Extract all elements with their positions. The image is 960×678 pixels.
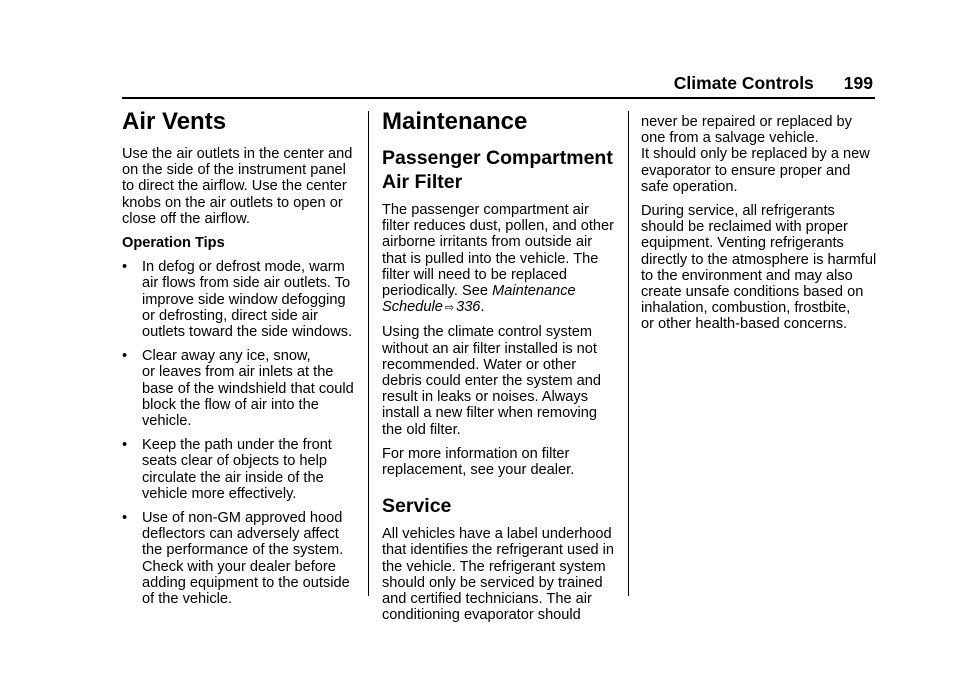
- operation-tips-list: [122, 259, 357, 607]
- air-filter-heading: Passenger Compartment Air Filter: [382, 147, 613, 193]
- bullet-icon: •: [122, 437, 128, 454]
- bullet-icon: •: [122, 510, 128, 527]
- air-vents-intro: Use the air outlets in the center and on the side of the instrument panel to direct the airflow. Use the center knobs on the air outlets to open or close off the airflow.: [122, 146, 353, 227]
- page-reference-icon: ⇨: [444, 302, 455, 315]
- air-vents-heading: Air Vents: [122, 108, 227, 135]
- column-divider-2: [628, 111, 629, 596]
- column-divider-1: [368, 111, 369, 596]
- column-2: [382, 108, 618, 631]
- tip-text: In defog or defrost mode, warm air flows from side air outlets. To improve side window defogging or defrosting, direct side air outlets toward the side windows.: [142, 259, 353, 341]
- tip-text: Use of non-GM approved hood deflectors can adversely affect the performance of the system. Check with your dealer before adding equipment to the outside of the vehicle.: [142, 510, 350, 608]
- service-paragraph-continued: never be repaired or replaced by one from a salvage vehicle. It should only be replaced by a new evaporator to ensure proper and safe operation.: [641, 114, 870, 195]
- maintenance-heading: Maintenance: [382, 108, 528, 135]
- air-filter-paragraph-3: For more information on filter replacement, see your dealer.: [382, 445, 575, 479]
- bullet-icon: •: [122, 348, 128, 365]
- page-header: [0, 72, 873, 94]
- refrigerant-paragraph: During service, all refrigerants should be reclaimed with proper equipment. Venting refrigerants directly to the atmosphere is harmful to the environment and may also create unsafe conditions based on inhalation, combustion, frostbite, or other health-based concerns.: [641, 203, 877, 333]
- column-1: [122, 108, 357, 615]
- service-heading: Service: [382, 495, 452, 518]
- air-filter-text: The passenger compartment air filter reduces dust, pollen, and other airborne irritants from outside air that is pulled into the vehicle. The filter will need to be replaced periodically. See: [382, 202, 615, 300]
- list-item: [122, 259, 357, 340]
- operation-tips-heading: Operation Tips: [122, 235, 225, 252]
- air-filter-paragraph-2: Using the climate control system without an air filter installed is not recommended. Water or other debris could enter the system and result in leaks or noises. Always install a new filter when removing the old filter.: [382, 324, 602, 438]
- service-paragraph-1: All vehicles have a label underhood that identifies the refrigerant used in the vehicle. The refrigerant system should only be serviced by trained and certified technicians. The air conditioning evaporator should: [382, 526, 615, 624]
- maintenance-schedule-link[interactable]: Maintenance Schedule: [382, 283, 576, 316]
- list-item: [122, 510, 357, 607]
- section-title: Climate Controls: [673, 73, 814, 93]
- air-filter-paragraph-1: [382, 202, 618, 316]
- list-item: [122, 437, 357, 502]
- page-number: 199: [843, 73, 873, 93]
- column-3: [641, 114, 877, 341]
- sentence-end: .: [480, 299, 485, 316]
- tip-text: Clear away any ice, snow, or leaves from air inlets at the base of the windshield that could block the flow of air into the vehicle.: [142, 348, 354, 430]
- page-reference-number[interactable]: 336: [456, 299, 481, 316]
- header-rule: [122, 97, 875, 99]
- list-item: [122, 348, 357, 429]
- tip-text: Keep the path under the front seats clear of objects to help circulate the air inside of the vehicle more effectively.: [142, 437, 332, 502]
- bullet-icon: •: [122, 259, 128, 276]
